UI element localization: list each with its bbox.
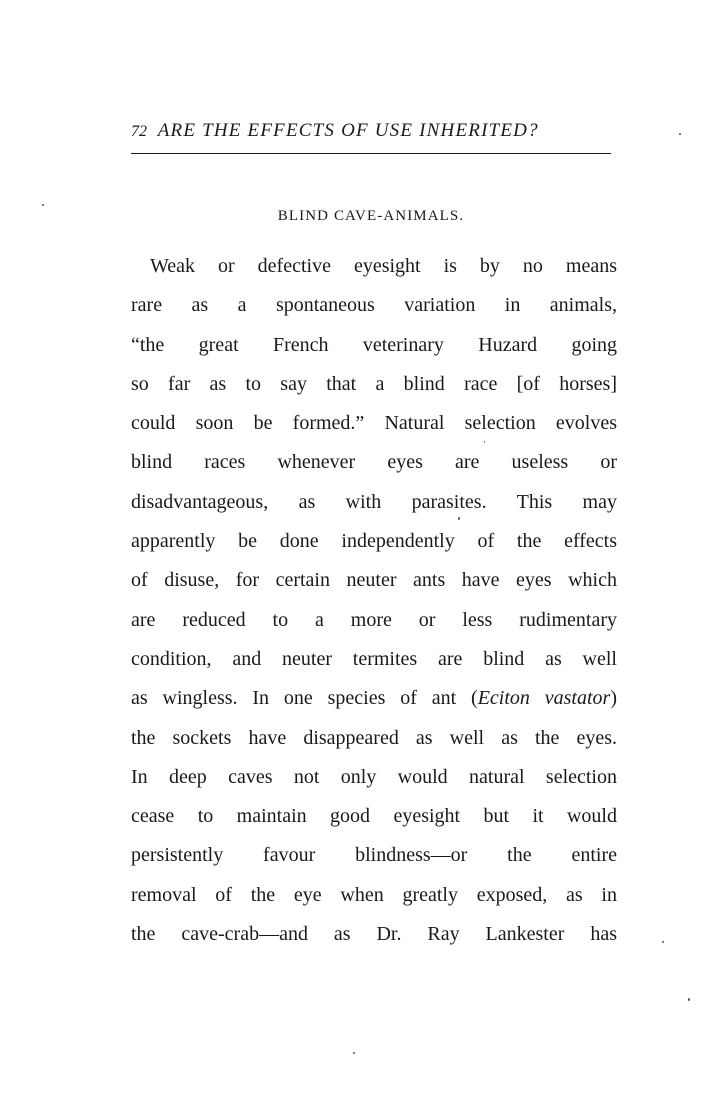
text-line: removal of the eye when greatly exposed, as in [131, 883, 617, 906]
page-number: 72 [131, 123, 147, 140]
running-title: ARE THE EFFECTS OF USE INHERITED? [157, 120, 539, 141]
text-segment: ) [610, 687, 617, 710]
scan-speck [662, 941, 664, 943]
text-line: could soon be formed.” Natural selection evolves [131, 412, 617, 435]
text-line: blind races whenever eyes are useless or [131, 451, 617, 474]
text-segment: as wingless. In one species of ant ( [131, 687, 478, 710]
text-line: In deep caves not only would natural selection [131, 765, 617, 788]
text-line: so far as to say that a blind race [of horses] [131, 372, 617, 395]
text-line: of disuse, for certain neuter ants have eyes which [131, 569, 617, 592]
scan-speck [679, 133, 681, 135]
header-rule [131, 153, 611, 154]
scan-speck [458, 517, 460, 520]
text-line: the sockets have disappeared as well as the eyes. [131, 726, 617, 749]
section-heading: BLIND CAVE-ANIMALS. [277, 208, 465, 224]
text-line: condition, and neuter termites are blind as well [131, 647, 617, 670]
text-line: persistently favour blindness—or the entire [131, 844, 617, 867]
text-line: are reduced to a more or less rudimentary [131, 608, 617, 631]
scan-speck [42, 204, 44, 206]
text-line: disadvantageous, as with parasites. This may [131, 490, 617, 513]
text-line: “the great French veterinary Huzard going [131, 333, 617, 356]
scan-speck [484, 441, 485, 443]
text-line: rare as a spontaneous variation in animals, [131, 294, 617, 317]
scan-speck [353, 1052, 355, 1054]
species-name: Eciton vastator [477, 687, 611, 710]
text-line: the cave-crab—and as Dr. Ray Lankester has [131, 923, 617, 946]
text-line-with-citation [131, 679, 617, 718]
text-line: cease to maintain good eyesight but it would [131, 805, 617, 828]
text-line: Weak or defective eyesight is by no means [150, 255, 617, 277]
scan-speck [688, 998, 690, 1001]
running-header [131, 116, 611, 146]
body-paragraph [131, 247, 617, 954]
text-line: apparently be done independently of the effects [131, 530, 617, 553]
